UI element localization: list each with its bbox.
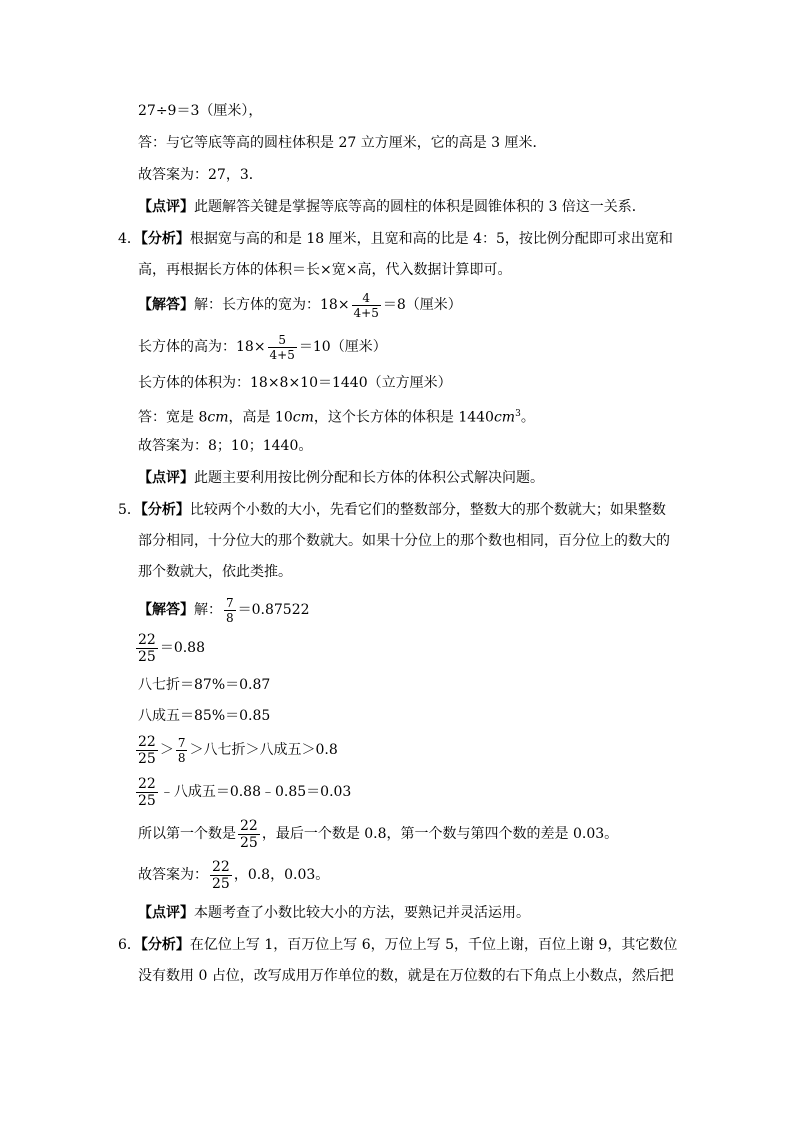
review-line — [138, 197, 646, 217]
analysis-text: 根据宽与高的和是 18 厘米，且宽和高的比是 4：5，按比例分配即可求出宽和 — [189, 231, 673, 247]
unit: cm — [493, 409, 516, 426]
text-line: 答：与它等底等高的圆柱体积是 27 立方厘米，它的高是 3 厘米． — [138, 135, 547, 151]
text: 解：长方体的宽为：18× — [194, 297, 350, 313]
denominator: 25 — [138, 792, 156, 809]
denominator: 25 — [240, 834, 258, 851]
text: ＝8（厘米） — [382, 297, 462, 313]
numerator: 4 — [362, 290, 371, 305]
text-line: 八七折＝87%＝0.87 — [138, 677, 271, 693]
text-line: 故答案为：27，3． — [138, 167, 263, 183]
denominator: 4+5 — [269, 347, 295, 362]
fraction — [268, 333, 297, 362]
text: ＝0.88 — [159, 640, 205, 656]
review-text: 此题主要利用按比例分配和长方体的体积公式解决问题。 — [194, 470, 544, 486]
q4-height — [138, 331, 387, 363]
text: ，最后一个数是 0.8，第一个数与第四个数的差是 0.03。 — [261, 826, 619, 842]
question-6-analysis — [118, 935, 677, 955]
numerator: 22 — [138, 631, 156, 648]
review-tag: 【点评】 — [138, 199, 194, 215]
text: ﹣八成五＝0.88﹣0.85＝0.03 — [159, 784, 352, 800]
question-5-analysis — [118, 500, 666, 520]
review-tag: 【点评】 — [138, 905, 194, 921]
fraction — [238, 818, 260, 851]
numerator: 22 — [138, 733, 156, 750]
text-line: 27÷9＝3（厘米）， — [138, 103, 263, 119]
text: 。 — [520, 409, 535, 426]
text: 长方体的高为：18× — [138, 339, 266, 355]
question-number: 5． — [118, 502, 141, 518]
text-line: 长方体的体积为：18×8×10＝1440（立方厘米） — [138, 375, 452, 391]
question-number: 6． — [118, 937, 141, 953]
text: ，0.8，0.03。 — [233, 867, 330, 883]
question-number: 4． — [118, 231, 141, 247]
text: ，高是 10 — [228, 409, 293, 426]
q5-difference — [134, 775, 351, 809]
fraction — [136, 776, 158, 809]
unit: cm — [207, 409, 229, 426]
numerator: 7 — [226, 595, 234, 610]
denominator: 8 — [226, 610, 234, 625]
numerator: 22 — [138, 775, 156, 792]
unit: cm — [292, 409, 314, 426]
text: 解： — [194, 602, 222, 618]
text-line: 那个数就大，依此类推。 — [138, 564, 292, 580]
q5-final — [138, 858, 329, 892]
exponent: 3 — [515, 409, 521, 419]
fraction — [136, 632, 158, 665]
text: 所以第一个数是 — [138, 826, 236, 842]
text: 答：宽是 8 — [138, 409, 208, 426]
text-line: 八成五＝85%＝0.85 — [138, 708, 271, 724]
text: ＝0.87522 — [237, 602, 310, 618]
q5-solution — [138, 594, 310, 626]
text: 故答案为： — [138, 867, 208, 883]
review-text: 本题考查了小数比较大小的方法，要熟记并灵活运用。 — [194, 905, 530, 921]
denominator: 4+5 — [353, 305, 379, 320]
fraction — [352, 291, 381, 320]
fraction — [210, 859, 232, 892]
text-line: 部分相同，十分位大的那个数就大。如果十分位上的那个数也相同，百分位上的数大的 — [138, 533, 670, 549]
denominator: 25 — [138, 750, 156, 767]
solution-tag: 【解答】 — [138, 602, 194, 618]
analysis-tag: 【分析】 — [140, 231, 190, 247]
analysis-tag: 【分析】 — [140, 937, 190, 953]
analysis-text: 在亿位上写 1，百万位上写 6，万位上写 5，千位上谢，百位上谢 9，其它数位 — [189, 937, 678, 953]
fraction — [224, 596, 236, 625]
review-line — [138, 468, 544, 488]
text-line: 高，再根据长方体的体积＝长×宽×高，代入数据计算即可。 — [138, 262, 512, 278]
text: ，这个长方体的体积是 1440 — [313, 409, 494, 426]
q5-compare — [134, 733, 338, 767]
text-line: 故答案为：8；10；1440。 — [138, 438, 313, 454]
fraction — [176, 736, 188, 765]
text: ＝10（厘米） — [298, 339, 387, 355]
q4-solution-width — [138, 289, 462, 321]
numerator: 22 — [240, 817, 258, 834]
review-line — [138, 903, 530, 923]
text: ＞ — [159, 742, 174, 758]
analysis-tag: 【分析】 — [140, 502, 190, 518]
numerator: 22 — [212, 858, 230, 875]
q5-fraction-line — [134, 631, 205, 665]
q4-answer — [138, 404, 535, 428]
text-line: 没有数用 0 占位，改写成用万作单位的数，就是在万位数的右下角点上小数点，然后把 — [138, 968, 674, 984]
review-text: 此题解答关键是掌握等底等高的圆柱的体积是圆锥体积的 3 倍这一关系． — [194, 199, 646, 215]
fraction — [136, 734, 158, 767]
denominator: 8 — [177, 750, 186, 765]
solution-tag: 【解答】 — [138, 297, 194, 313]
analysis-text: 比较两个小数的大小，先看它们的整数部分，整数大的那个数就大；如果整数 — [189, 502, 666, 518]
q5-so — [138, 817, 618, 851]
denominator: 25 — [212, 875, 230, 892]
denominator: 25 — [138, 648, 156, 665]
question-4-analysis — [118, 229, 673, 249]
text: ＞八七折＞八成五＞0.8 — [189, 742, 338, 758]
review-tag: 【点评】 — [138, 470, 194, 486]
numerator: 5 — [278, 332, 287, 347]
numerator: 7 — [177, 735, 186, 750]
